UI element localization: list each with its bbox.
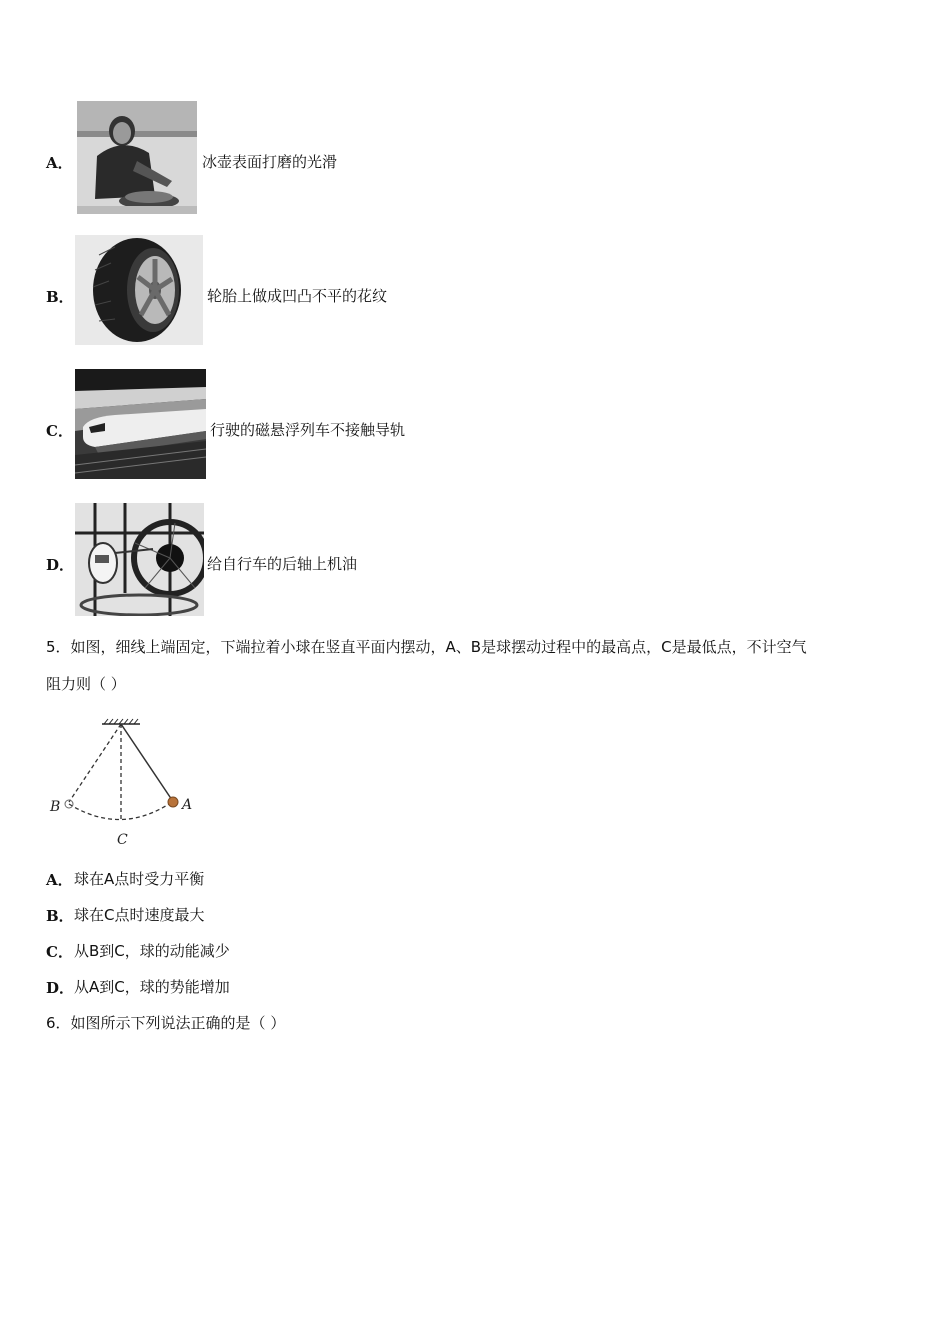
point-a-label: A (182, 797, 193, 813)
q5-option-d-text: 从A到C，球的势能增加 (74, 978, 230, 996)
q5-option-d-label: D． (46, 979, 75, 997)
option-a-label: A． (46, 154, 73, 172)
option-c-text: 行驶的磁悬浮列车不接触导轨 (210, 421, 406, 439)
q5-option-b-label: B． (46, 907, 74, 925)
pendulum-svg (44, 714, 204, 850)
pendulum-diagram (44, 714, 204, 850)
option-c-label: C． (46, 422, 73, 440)
q5-option-a-text: 球在A点时受力平衡 (74, 870, 205, 888)
q5-option-a-label: A． (46, 871, 73, 889)
option-b-label: B． (46, 288, 74, 306)
q5-option-c-text: 从B到C，球的动能减少 (74, 942, 230, 960)
curling-photo (77, 101, 197, 214)
question-6-stem: 6．如图所示下列说法正确的是（ ） (46, 1014, 286, 1032)
tire-photo (75, 235, 203, 345)
q5-option-b-text: 球在C点时速度最大 (74, 906, 205, 924)
point-b-label: B (50, 799, 61, 815)
pendulum-string (121, 724, 172, 800)
option-b-text: 轮胎上做成凹凸不平的花纹 (207, 287, 388, 305)
option-d-label: D． (46, 556, 75, 574)
option-d-text: 给自行车的后轴上机油 (207, 555, 358, 573)
bicycle-oiling-photo (75, 503, 204, 616)
option-a-text: 冰壶表面打磨的光滑 (202, 153, 338, 171)
maglev-train-photo (75, 369, 206, 479)
question-5-stem-line2: 阻力则（ ） (46, 675, 126, 693)
question-5-stem-line1: 5．如图，细线上端固定，下端拉着小球在竖直平面内摆动，A、B是球摆动过程中的最高点，C是最低点，不计空气 (46, 638, 807, 656)
q5-option-c-label: C． (46, 943, 73, 961)
point-c-label: C (117, 832, 128, 848)
pendulum-ball (168, 797, 178, 807)
